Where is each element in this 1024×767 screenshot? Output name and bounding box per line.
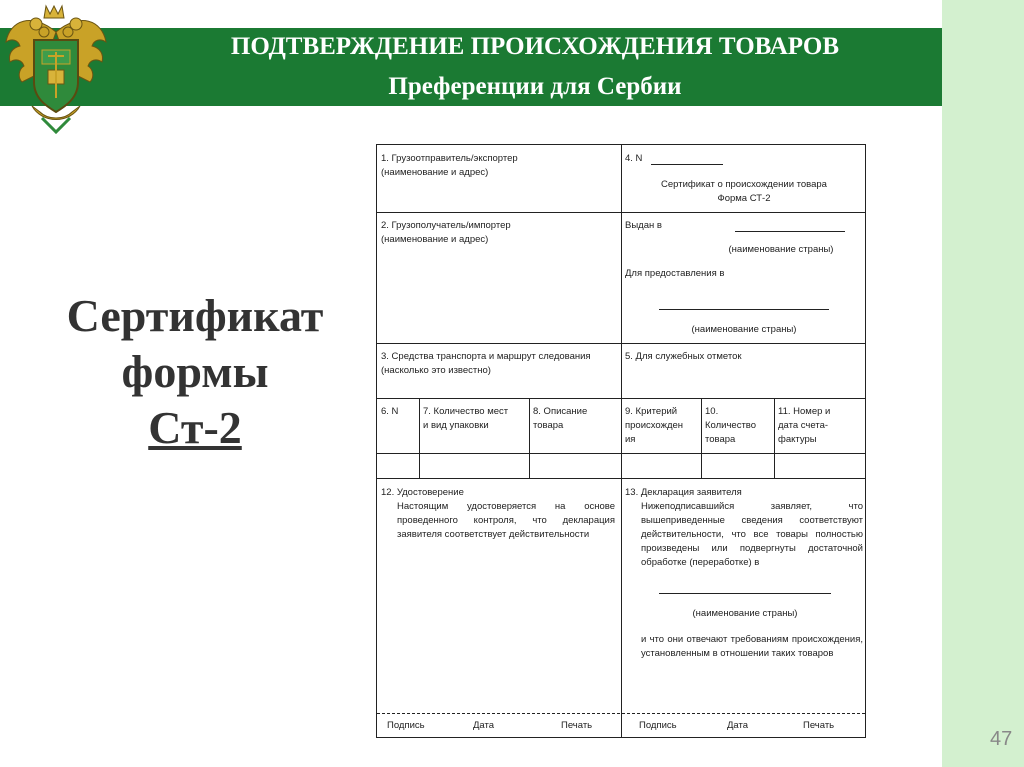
page-number: 47 <box>990 728 1013 750</box>
col8-header-line1: 8. Описание <box>533 406 588 417</box>
col6-header: 6. N <box>381 406 399 417</box>
issued-in-caption: (наименование страны) <box>728 244 834 255</box>
presentation-underline <box>659 309 829 310</box>
right-stamp-label: Печать <box>803 720 835 731</box>
box12-text: Настоящим удостоверяется на основе проведенного контроля, что декларация заявителя соответствует действительности <box>397 501 615 540</box>
box13-title: 13. Декларация заявителя <box>625 487 742 498</box>
col8-header-line2: товара <box>533 420 564 431</box>
box1-sublabel: (наименование и адрес) <box>381 167 489 178</box>
col10-header-line2: Количество <box>705 420 757 431</box>
side-caption-line2: формы <box>121 346 269 397</box>
form-line <box>419 398 420 478</box>
box3-label: 3. Средства транспорта и маршрут следования <box>381 351 591 362</box>
form-line <box>529 398 530 478</box>
left-stamp-label: Печать <box>561 720 593 731</box>
presentation-caption: (наименование страны) <box>691 324 797 335</box>
box13-caption: (наименование страны) <box>692 608 798 619</box>
issued-in-label: Выдан в <box>625 220 662 231</box>
box4-title: Сертификат о происхождении товара <box>661 179 827 190</box>
col9-header-line1: 9. Критерий <box>625 406 678 417</box>
header-title: ПОДТВЕРЖДЕНИЕ ПРОИСХОЖДЕНИЯ ТОВАРОВ <box>230 33 840 60</box>
side-caption-line3: Ст-2 <box>148 402 242 453</box>
certificate-form <box>376 144 866 738</box>
col7-header-line1: 7. Количество мест <box>423 406 509 417</box>
col10-header-line1: 10. <box>705 406 719 417</box>
side-caption <box>30 288 360 456</box>
col11-header-line1: 11. Номер и <box>778 406 831 417</box>
box5-label: 5. Для служебных отметок <box>625 351 742 362</box>
box13-text2: и что они отвечают требованиям происхождения, установленным в отношении таких товаров <box>641 634 863 659</box>
side-caption-line1: Сертификат <box>66 290 324 341</box>
box4-number-label: 4. N <box>625 153 643 164</box>
form-line <box>774 398 775 478</box>
col9-header-line3: ия <box>625 434 636 445</box>
col11-header-line2: дата счета- <box>778 420 829 431</box>
customs-emblem-icon <box>2 2 110 134</box>
box4-form-label: Форма СТ-2 <box>717 193 771 204</box>
col7-header-line2: и вид упаковки <box>423 420 489 431</box>
form-line <box>621 145 622 737</box>
right-signature-label: Подпись <box>639 720 677 731</box>
box13-country-underline <box>659 593 831 594</box>
box13-text: Нижеподписавшийся заявляет, что вышеприведенные сведения соответствуют действительности, что все товары полностью произведены или подвергнуты достаточной обработке (переработке) в <box>641 501 863 568</box>
left-date-label: Дата <box>473 720 495 731</box>
col10-header-line3: товара <box>705 434 736 445</box>
form-line <box>701 398 702 478</box>
issued-in-underline <box>735 231 845 232</box>
box3-sublabel: (насколько это известно) <box>381 365 491 376</box>
left-signature-label: Подпись <box>387 720 425 731</box>
col9-header-line2: происхожден <box>625 420 684 431</box>
box4-number-underline <box>651 164 723 165</box>
box12-title: 12. Удостоверение <box>381 487 464 498</box>
right-decorative-band <box>942 0 1024 767</box>
presentation-label: Для предоставления в <box>625 268 725 279</box>
col11-header-line3: фактуры <box>778 434 817 445</box>
header-subtitle: Преференции для Сербии <box>388 73 682 100</box>
box2-sublabel: (наименование и адрес) <box>381 234 489 245</box>
right-date-label: Дата <box>727 720 749 731</box>
box2-label: 2. Грузополучатель/импортер <box>381 220 511 231</box>
box1-label: 1. Грузоотправитель/экспортер <box>381 153 518 164</box>
